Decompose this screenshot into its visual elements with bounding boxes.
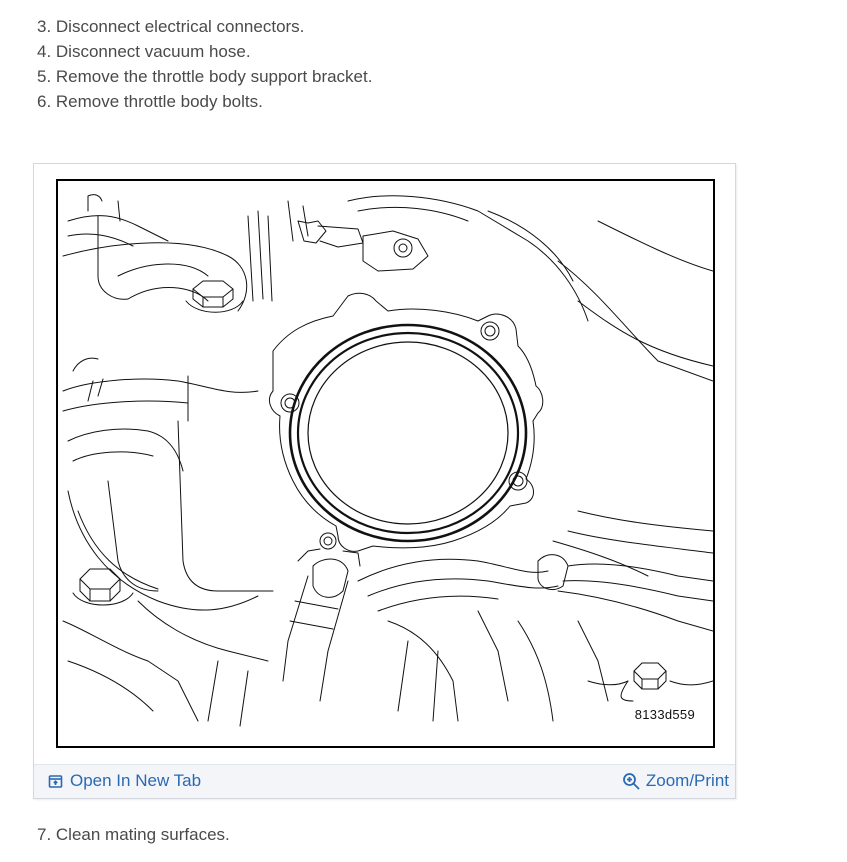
external-tab-icon: [48, 773, 64, 789]
magnifier-plus-icon: [622, 772, 640, 790]
step-3: 3. Disconnect electrical connectors.: [37, 17, 305, 36]
step-5: 5. Remove the throttle body support bracket.: [37, 67, 373, 86]
throttle-body-line-drawing: [58, 181, 713, 746]
step-4: 4. Disconnect vacuum hose.: [37, 42, 251, 61]
zoom-print-link[interactable]: [622, 771, 729, 791]
figure-card-footer: [34, 764, 735, 798]
step-7: 7. Clean mating surfaces.: [37, 825, 230, 844]
open-in-new-tab-label: Open In New Tab: [70, 771, 202, 790]
step-6: 6. Remove throttle body bolts.: [37, 92, 263, 111]
zoom-print-label: Zoom/Print: [645, 771, 729, 790]
procedure-steps-before: [37, 14, 372, 114]
figure-card: [33, 163, 736, 799]
open-in-new-tab-link[interactable]: [48, 771, 201, 791]
throttle-body-illustration[interactable]: [56, 179, 715, 748]
figure-id-label: 8133d559: [634, 707, 695, 722]
